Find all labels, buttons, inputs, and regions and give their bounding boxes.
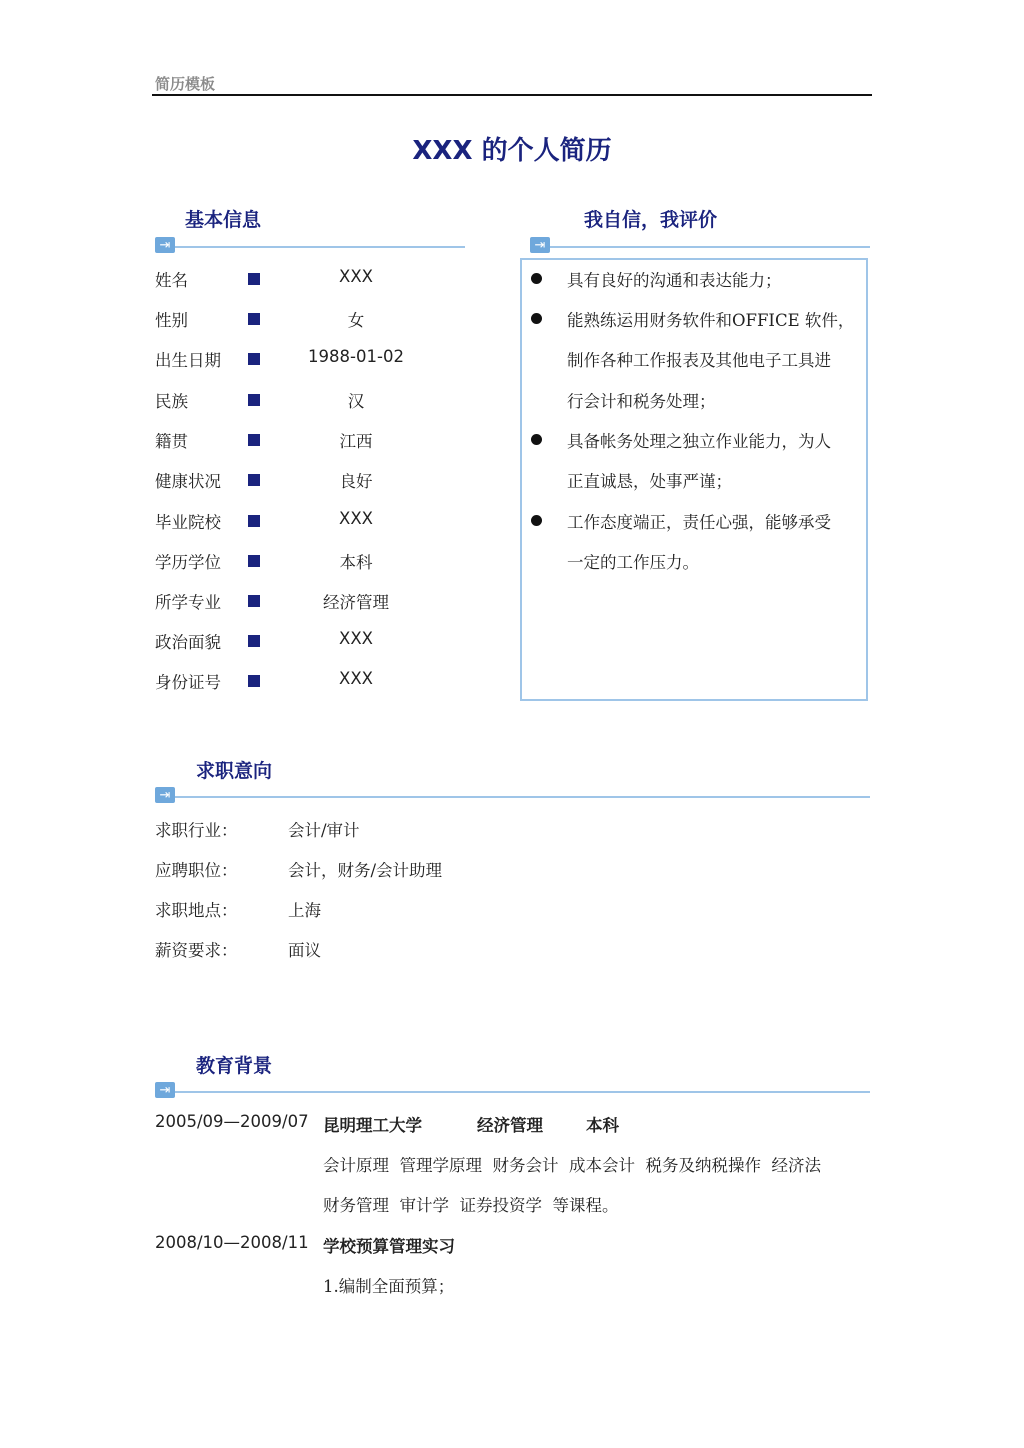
edu-period: 2008/10—2008/11 bbox=[155, 1233, 309, 1252]
self-eval-heading: 我自信，我评价 bbox=[584, 209, 718, 231]
square-bullet-icon bbox=[248, 394, 260, 406]
bullet-icon bbox=[531, 515, 542, 526]
self-eval-line: 具有良好的沟通和表达能力； bbox=[567, 271, 782, 290]
square-bullet-icon bbox=[248, 675, 260, 687]
page-title: XXX 的个人简历 bbox=[412, 136, 612, 166]
arrow-icon: ⇥ bbox=[155, 787, 175, 803]
basic-label: 所学专业 bbox=[155, 593, 221, 612]
square-bullet-icon bbox=[248, 635, 260, 647]
basic-label: 毕业院校 bbox=[155, 513, 221, 532]
basic-value: XXX bbox=[339, 509, 373, 528]
square-bullet-icon bbox=[248, 353, 260, 365]
arrow-icon: ⇥ bbox=[530, 237, 550, 253]
section-divider bbox=[550, 246, 870, 248]
basic-value: 江西 bbox=[339, 432, 373, 451]
basic-value: 女 bbox=[347, 311, 365, 330]
basic-value: 1988-01-02 bbox=[308, 347, 404, 366]
header-label: 简历模板 bbox=[155, 75, 216, 93]
edu-internship-title: 学校预算管理实习 bbox=[323, 1237, 455, 1256]
square-bullet-icon bbox=[248, 434, 260, 446]
basic-value: 经济管理 bbox=[323, 593, 389, 612]
basic-label: 出生日期 bbox=[155, 351, 221, 370]
edu-school: 昆明理工大学 bbox=[323, 1116, 422, 1135]
intent-label: 求职行业： bbox=[155, 821, 238, 840]
header-rule bbox=[152, 94, 872, 96]
edu-courses: 财务管理 审计学 证券投资学 等课程。 bbox=[323, 1196, 619, 1215]
edu-major: 经济管理 bbox=[477, 1116, 543, 1135]
square-bullet-icon bbox=[248, 313, 260, 325]
edu-degree: 本科 bbox=[586, 1116, 619, 1135]
edu-courses: 会计原理 管理学原理 财务会计 成本会计 税务及纳税操作 经济法 bbox=[323, 1156, 821, 1175]
section-divider bbox=[175, 1091, 870, 1093]
self-eval-line: 正直诚恳，处事严谨； bbox=[567, 472, 732, 491]
basic-label: 性别 bbox=[155, 311, 188, 330]
basic-label: 民族 bbox=[155, 392, 188, 411]
edu-internship-detail: 1.编制全面预算； bbox=[323, 1277, 455, 1296]
square-bullet-icon bbox=[248, 555, 260, 567]
bullet-icon bbox=[531, 273, 542, 284]
basic-value: XXX bbox=[339, 629, 373, 648]
intent-value: 会计，财务/会计助理 bbox=[288, 861, 443, 880]
education-heading: 教育背景 bbox=[196, 1055, 273, 1077]
square-bullet-icon bbox=[248, 595, 260, 607]
intent-value: 会计/审计 bbox=[288, 821, 360, 840]
square-bullet-icon bbox=[248, 474, 260, 486]
basic-info-heading: 基本信息 bbox=[185, 209, 262, 231]
self-eval-line: 能熟练运用财务软件和OFFICE 软件， bbox=[567, 311, 855, 330]
basic-value: XXX bbox=[339, 669, 373, 688]
basic-value: 本科 bbox=[339, 553, 373, 572]
intent-value: 面议 bbox=[288, 941, 321, 960]
intent-label: 薪资要求： bbox=[155, 941, 238, 960]
intent-value: 上海 bbox=[288, 901, 321, 920]
basic-label: 政治面貌 bbox=[155, 633, 221, 652]
arrow-icon: ⇥ bbox=[155, 237, 175, 253]
self-eval-line: 一定的工作压力。 bbox=[567, 553, 699, 572]
square-bullet-icon bbox=[248, 273, 260, 285]
basic-value: 良好 bbox=[339, 472, 373, 491]
self-eval-line: 具备帐务处理之独立作业能力，为人 bbox=[567, 432, 831, 451]
basic-label: 身份证号 bbox=[155, 673, 221, 692]
basic-label: 学历学位 bbox=[155, 553, 221, 572]
intent-label: 求职地点： bbox=[155, 901, 238, 920]
basic-label: 籍贯 bbox=[155, 432, 188, 451]
basic-value: 汉 bbox=[347, 392, 365, 411]
basic-value: XXX bbox=[339, 267, 373, 286]
self-eval-line: 制作各种工作报表及其他电子工具进 bbox=[567, 351, 831, 370]
basic-label: 姓名 bbox=[155, 271, 188, 290]
bullet-icon bbox=[531, 313, 542, 324]
bullet-icon bbox=[531, 434, 542, 445]
intent-label: 应聘职位： bbox=[155, 861, 238, 880]
arrow-icon: ⇥ bbox=[155, 1082, 175, 1098]
square-bullet-icon bbox=[248, 515, 260, 527]
self-eval-line: 行会计和税务处理； bbox=[567, 392, 716, 411]
self-eval-line: 工作态度端正，责任心强，能够承受 bbox=[567, 513, 831, 532]
section-divider bbox=[175, 246, 465, 248]
basic-label: 健康状况 bbox=[155, 472, 221, 491]
intent-heading: 求职意向 bbox=[196, 760, 273, 782]
section-divider bbox=[175, 796, 870, 798]
edu-period: 2005/09—2009/07 bbox=[155, 1112, 309, 1131]
